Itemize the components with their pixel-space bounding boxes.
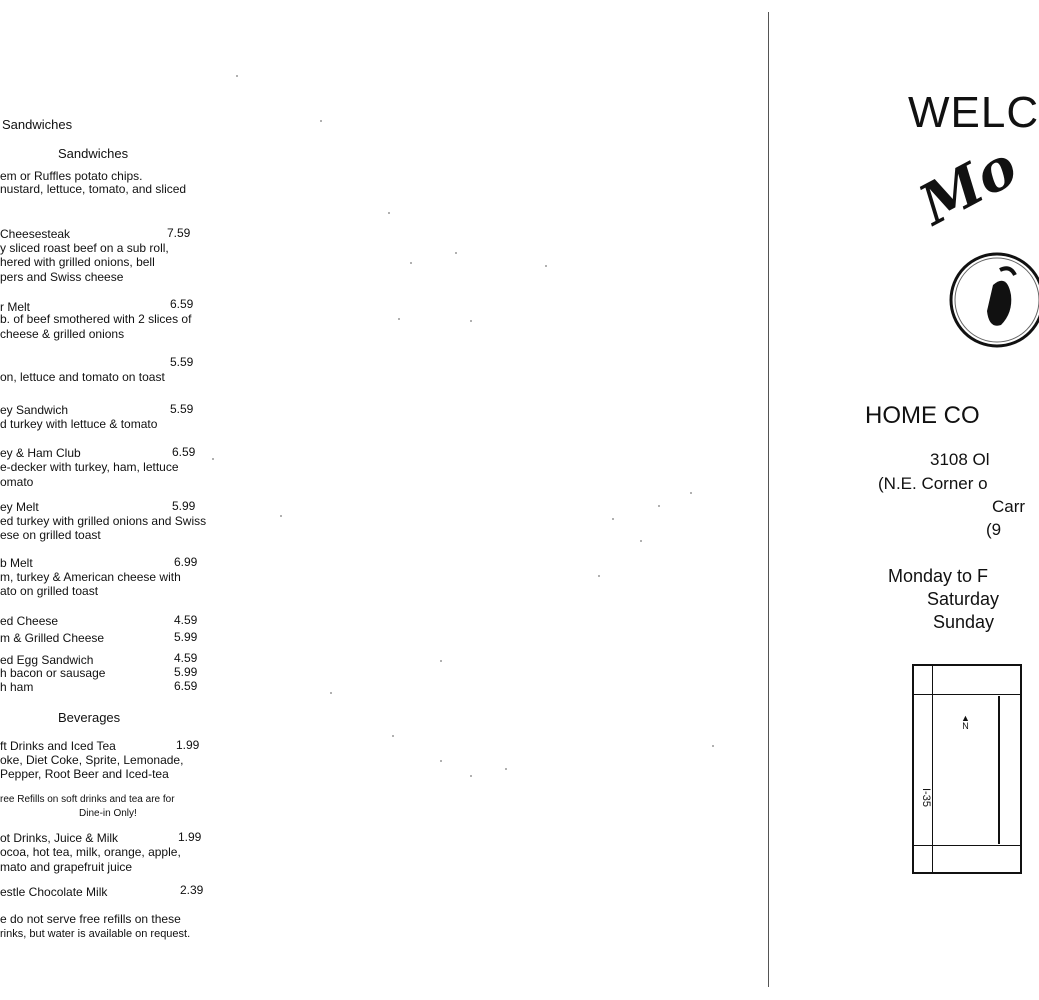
menu-item-price: 5.99	[172, 499, 196, 513]
menu-item-price: 4.59	[174, 613, 198, 627]
intro-line: em or Ruffles potato chips.	[0, 169, 143, 183]
free-refill-note: ree Refills on soft drinks and tea are for	[0, 794, 175, 805]
beverage-desc: mato and grapefruit juice	[0, 860, 133, 874]
beverage-desc: ocoa, hot tea, milk, orange, apple,	[0, 845, 181, 859]
menu-item-name: m & Grilled Cheese	[0, 631, 105, 645]
address-line: (9	[986, 520, 1002, 539]
hours-line: Saturday	[927, 589, 1000, 609]
menu-item-desc: omato	[0, 475, 34, 489]
menu-item-name: h bacon or sausage	[0, 666, 106, 680]
welcome-heading: WELC	[908, 88, 1039, 137]
menu-item-name: Cheesesteak	[0, 227, 71, 241]
map-road	[914, 694, 1020, 695]
no-refill-note: rinks, but water is available on request.	[0, 928, 191, 940]
free-refill-note: Dine-in Only!	[79, 808, 137, 819]
beverage-name: estle Chocolate Milk	[0, 885, 108, 899]
beverage-name: ft Drinks and Iced Tea	[0, 739, 116, 753]
menu-item-name: h ham	[0, 680, 34, 694]
menu-item-desc: ed turkey with grilled onions and Swiss	[0, 514, 207, 528]
menu-item-name: ey Melt	[0, 500, 39, 514]
beverage-price: 2.39	[180, 883, 204, 897]
section-title: Sandwiches	[2, 117, 73, 132]
menu-item-name: ey Sandwich	[0, 403, 69, 417]
menu-item-name: ed Cheese	[0, 614, 59, 628]
north-arrow-icon: ▲ N	[961, 713, 970, 731]
menu-item-desc: on, lettuce and tomato on toast	[0, 370, 165, 384]
beverage-price: 1.99	[178, 830, 202, 844]
menu-item-price: 5.59	[170, 355, 194, 369]
menu-item-price: 5.99	[174, 630, 198, 644]
logo	[905, 133, 1028, 390]
logo-script: Mo	[909, 133, 1028, 239]
menu-item-desc: m, turkey & American cheese with	[0, 570, 181, 584]
hours-line: Monday to F	[888, 566, 989, 586]
beverage-price: 1.99	[176, 738, 200, 752]
menu-item-name: r Melt	[0, 300, 30, 314]
map-highway-label: I-35	[920, 788, 932, 807]
menu-item-price: 7.59	[167, 226, 191, 240]
map-road	[932, 666, 933, 872]
menu-item-name: b Melt	[0, 556, 33, 570]
menu-item-desc: ato on grilled toast	[0, 584, 99, 598]
beverage-name: ot Drinks, Juice & Milk	[0, 831, 119, 845]
location-map	[912, 664, 1022, 874]
menu-item-desc: cheese & grilled onions	[0, 327, 125, 341]
intro-line: nustard, lettuce, tomato, and sliced	[0, 182, 187, 196]
menu-item-desc: y sliced roast beef on a sub roll,	[0, 241, 169, 255]
menu-item-desc: pers and Swiss cheese	[0, 270, 124, 284]
menu-item-price: 6.99	[174, 555, 198, 569]
menu-item-desc: d turkey with lettuce & tomato	[0, 417, 158, 431]
menu-item-price: 4.59	[174, 651, 198, 665]
beverage-desc: Pepper, Root Beer and Iced-tea	[0, 767, 169, 781]
map-north-label: N	[962, 721, 969, 731]
map-road	[914, 845, 1020, 846]
menu-item-desc: b. of beef smothered with 2 slices of	[0, 312, 192, 326]
menu-item-price: 6.59	[172, 445, 196, 459]
menu-item-price: 5.99	[174, 665, 198, 679]
fold-line	[768, 12, 769, 987]
menu-item-desc: e-decker with turkey, ham, lettuce	[0, 460, 179, 474]
menu-item-name: ey & Ham Club	[0, 446, 81, 460]
address-line: (N.E. Corner o	[878, 474, 988, 493]
menu-item-name: ed Egg Sandwich	[0, 653, 94, 667]
no-refill-note: e do not serve free refills on these	[0, 912, 181, 926]
tagline: HOME CO	[865, 402, 980, 429]
address-line: 3108 Ol	[930, 450, 990, 469]
sub-title: Sandwiches	[58, 146, 129, 161]
beverage-desc: oke, Diet Coke, Sprite, Lemonade,	[0, 753, 184, 767]
menu-item-price: 6.59	[170, 297, 194, 311]
menu-item-desc: ese on grilled toast	[0, 528, 101, 542]
menu-item-price: 6.59	[174, 679, 198, 693]
hours-line: Sunday	[933, 612, 995, 632]
map-road	[998, 696, 1000, 844]
menu-item-desc: hered with grilled onions, bell	[0, 255, 155, 269]
address-line: Carr	[992, 497, 1026, 516]
beverages-title: Beverages	[58, 710, 121, 725]
menu-item-price: 5.59	[170, 402, 194, 416]
